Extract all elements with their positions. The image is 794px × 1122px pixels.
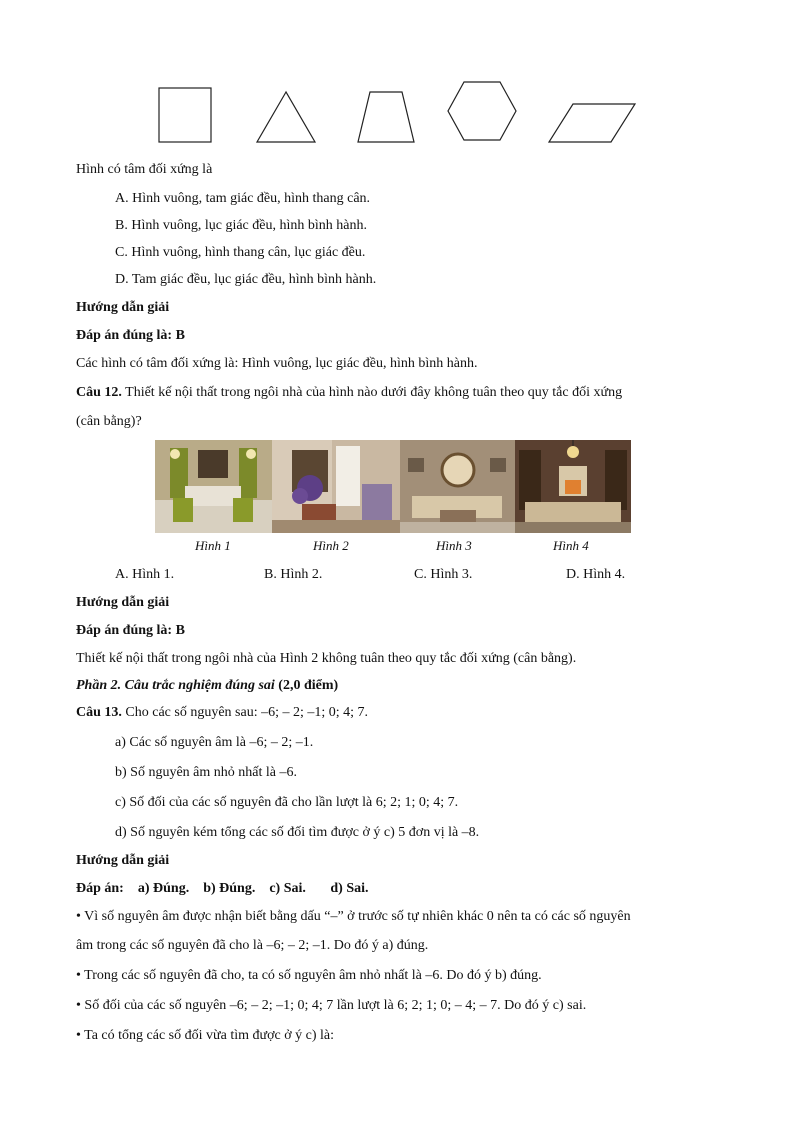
q13-item-a: a) Các số nguyên âm là –6; – 2; –1. [115, 735, 314, 750]
photo-1 [155, 440, 272, 533]
q11-option-d: D. Tam giác đều, lục giác đều, hình bình hành. [115, 272, 377, 287]
q12-guide-title: Hướng dẫn giải [76, 595, 170, 610]
parallelogram-shape [545, 80, 637, 144]
trapezoid-shape [355, 80, 417, 144]
shapes-figure [150, 80, 650, 150]
q13-bullet-2: • Trong các số nguyên đã cho, ta có số nguyên âm nhỏ nhất là –6. Do đó ý b) đúng. [76, 968, 542, 983]
q13-item-b: b) Số nguyên âm nhỏ nhất là –6. [115, 765, 297, 780]
q13-guide-title: Hướng dẫn giải [76, 853, 170, 868]
q11-option-a: A. Hình vuông, tam giác đều, hình thang cân. [115, 191, 371, 206]
q12-explanation: Thiết kế nội thất trong ngôi nhà của Hình 2 không tuân theo quy tắc đối xứng (cân bằng). [76, 651, 577, 666]
photo-4 [515, 440, 631, 533]
q13-bullet-1-cont: âm trong các số nguyên đã cho là –6; – 2; –1. Do đó ý a) đúng. [76, 938, 429, 953]
hexagon-shape [446, 80, 518, 144]
q11-prompt: Hình có tâm đối xứng là [76, 162, 213, 177]
q12-question-line1: Câu 12. Thiết kế nội thất trong ngôi nhà của hình nào dưới đây không tuân theo quy tắc đối xứng [76, 385, 623, 400]
q13-answer: Đáp án: a) Đúng. b) Đúng. c) Sai. d) Sai. [76, 881, 369, 896]
triangle-shape [255, 80, 317, 144]
q13-question: Câu 13. Cho các số nguyên sau: –6; – 2; –1; 0; 4; 7. [76, 705, 369, 720]
square-shape [158, 80, 212, 144]
q13-bullet-3: • Số đối của các số nguyên –6; – 2; –1; 0; 4; 7 lần lượt là 6; 2; 1; 0; – 4; – 7. Do đó ý c) sai. [76, 998, 587, 1013]
q12-question-line2: (cân bằng)? [76, 414, 142, 429]
part2-heading: Phần 2. Câu trắc nghiệm đúng sai (2,0 điểm) [76, 678, 339, 693]
q12-answer: Đáp án đúng là: B [76, 623, 185, 638]
q13-bullet-1: • Vì số nguyên âm được nhận biết bằng dấu “–” ở trước số tự nhiên khác 0 nên ta có các số nguyên [76, 909, 631, 924]
q13-item-d: d) Số nguyên kém tổng các số đối tìm được ở ý c) 5 đơn vị là –8. [115, 825, 480, 840]
q11-option-b: B. Hình vuông, lục giác đều, hình bình hành. [115, 218, 367, 233]
photo-3 [400, 440, 515, 533]
q11-explanation: Các hình có tâm đối xứng là: Hình vuông, lục giác đều, hình bình hành. [76, 356, 478, 371]
q12-option-b: B. Hình 2. [264, 567, 323, 582]
q11-option-c: C. Hình vuông, hình thang cân, lục giác đều. [115, 245, 366, 260]
interior-photos [155, 440, 631, 533]
q11-answer: Đáp án đúng là: B [76, 328, 185, 343]
q12-option-d: D. Hình 4. [566, 567, 626, 582]
caption-4: Hình 4 [553, 538, 589, 553]
caption-3: Hình 3 [436, 538, 472, 553]
q11-guide-title: Hướng dẫn giải [76, 300, 170, 315]
q13-item-c: c) Số đối của các số nguyên đã cho lần lượt là 6; 2; 1; 0; 4; 7. [115, 795, 459, 810]
caption-1: Hình 1 [195, 538, 231, 553]
q12-option-c: C. Hình 3. [414, 567, 473, 582]
q12-option-a: A. Hình 1. [115, 567, 175, 582]
photo-2 [272, 440, 400, 533]
q13-bullet-4: • Ta có tổng các số đối vừa tìm được ở ý c) là: [76, 1028, 334, 1043]
caption-2: Hình 2 [313, 538, 349, 553]
